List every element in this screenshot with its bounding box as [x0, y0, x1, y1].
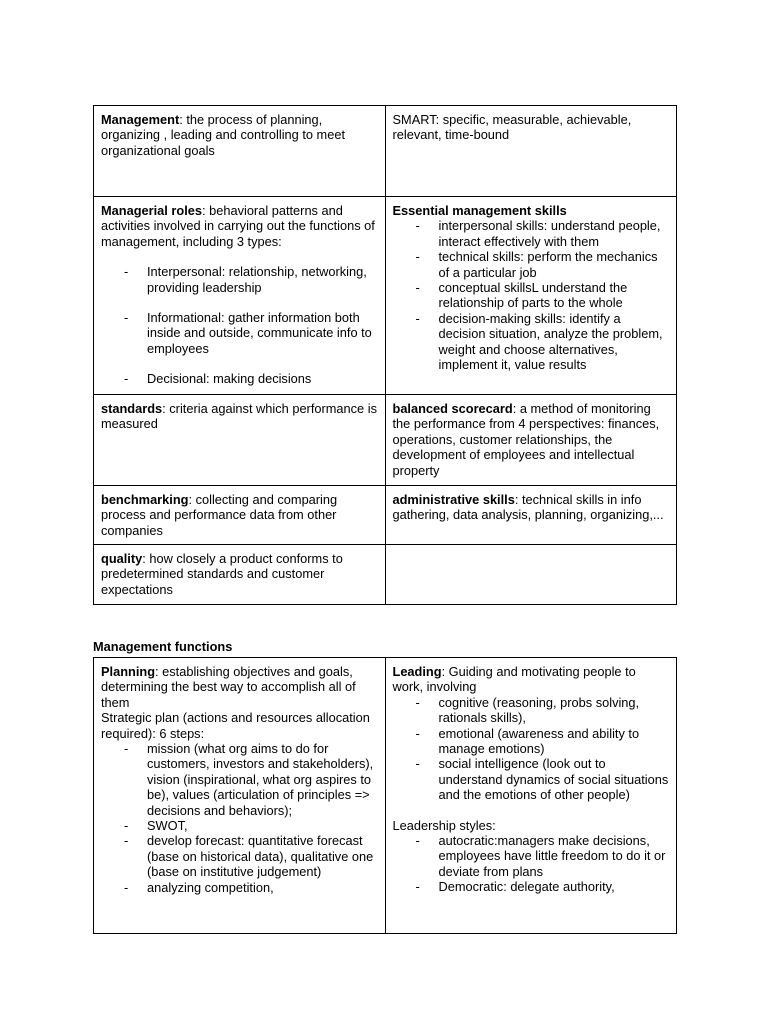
quality-cell [94, 545, 386, 605]
list-item: - interpersonal skills: understand people, interact effectively with them [393, 218, 670, 249]
planning-cell [94, 658, 386, 934]
concepts-table [93, 105, 677, 605]
leadership-styles-label: Leadership styles: [392, 817, 496, 833]
table-row [94, 197, 677, 395]
definition-text: : how closely a product conforms to predetermined standards and customer expectations [101, 551, 343, 597]
table-row [94, 486, 677, 545]
term-label: balanced scorecard [392, 401, 513, 416]
definition-text: : criteria against which performance is measured [101, 401, 377, 432]
list-item: - social intelligence (look out to understand dynamics of social situations and the emotions of other people) [393, 756, 670, 802]
table-row [94, 395, 677, 486]
term-label: standards [101, 401, 163, 416]
list-item: - Democratic: delegate authority, [393, 879, 670, 894]
list-item: - analyzing competition, [101, 880, 378, 895]
standards-definition [101, 401, 378, 432]
list-item: - Decisional: making decisions [101, 371, 378, 386]
term-label: Management [101, 112, 180, 127]
smart-cell [385, 106, 677, 197]
list-item: - emotional (awareness and ability to manage emotions) [393, 726, 670, 757]
list-item: - technical skills: perform the mechanics of a particular job [393, 249, 670, 280]
definition-text: : Guiding and motivating people to work, involving [392, 664, 636, 695]
table-row [94, 545, 677, 605]
list-item: - cognitive (reasoning, probs solving, rationals skills), [393, 695, 670, 726]
definition-text: : behavioral patterns and activities involved in carrying out the functions of management, including 3 types: [101, 203, 375, 249]
standards-cell [94, 395, 386, 486]
strategic-plan-text: Strategic plan (actions and resources allocation required): 6 steps: [101, 710, 370, 741]
management-definition [101, 112, 378, 158]
list-item: - Interpersonal: relationship, networking, providing leadership [101, 264, 378, 295]
quality-definition [101, 551, 378, 597]
leading-list [393, 695, 670, 803]
term-label: Managerial roles [101, 203, 202, 218]
term-label: benchmarking [101, 492, 189, 507]
definition-text: : the process of planning, organizing , leading and controlling to meet organizational goals [101, 112, 346, 158]
essential-skills-cell [385, 197, 677, 395]
definition-text: : establishing objectives and goals, determining the best way to accomplish all of them [101, 664, 356, 710]
leadership-styles-list [393, 833, 670, 895]
empty-cell [385, 545, 677, 605]
definition-text: : collecting and comparing process and performance data from other companies [101, 492, 338, 538]
term-label: administrative skills [392, 492, 515, 507]
planning-definition [101, 664, 378, 710]
term-label: Leading [392, 664, 442, 679]
smart-text: SMART: specific, measurable, achievable, relevant, time-bound [392, 112, 632, 143]
definition-text: : a method of monitoring the performance from 4 perspectives: finances, operations, customer relationships, the development of employees and intellectual property [392, 401, 660, 478]
term-label: Planning [101, 664, 156, 679]
managerial-roles-definition [101, 203, 378, 249]
management-cell [94, 106, 386, 197]
list-item: - decision-making skills: identify a decision situation, analyze the problem, weight and choose alternatives, implement it, value results [393, 311, 670, 373]
administrative-skills-definition [393, 492, 670, 523]
list-item: - conceptual skillsL understand the relationship of parts to the whole [393, 280, 670, 311]
balanced-scorecard-cell [385, 395, 677, 486]
definition-text: : technical skills in info gathering, data analysis, planning, organizing,... [392, 492, 664, 523]
essential-skills-list [393, 218, 670, 372]
term-label: quality [101, 551, 143, 566]
list-item: - SWOT, [101, 818, 378, 833]
leading-definition [393, 664, 670, 695]
table-row [94, 658, 677, 934]
benchmarking-cell [94, 486, 386, 545]
administrative-skills-cell [385, 486, 677, 545]
list-item: - Informational: gather information both inside and outside, communicate info to employees [101, 310, 378, 356]
managerial-roles-list [101, 264, 378, 386]
managerial-roles-cell [94, 197, 386, 395]
balanced-scorecard-definition [393, 401, 670, 478]
list-item: - mission (what org aims to do for customers, investors and stakeholders), vision (inspirational, what org aspires to be), values (articulation of principles => decisions and behaviors); [101, 741, 378, 818]
term-label: Essential management skills [392, 203, 567, 218]
essential-skills-title [393, 203, 670, 218]
benchmarking-definition [101, 492, 378, 538]
table-row [94, 106, 677, 197]
spacer [393, 803, 670, 818]
management-functions-table [93, 657, 677, 934]
leading-cell [385, 658, 677, 934]
section-heading: Management functions [93, 639, 233, 654]
list-item: - develop forecast: quantitative forecast (base on historical data), qualitative one (base on institutive judgement) [101, 833, 378, 879]
list-item: - autocratic:managers make decisions, employees have little freedom to do it or deviate from plans [393, 833, 670, 879]
planning-steps-list [101, 741, 378, 895]
